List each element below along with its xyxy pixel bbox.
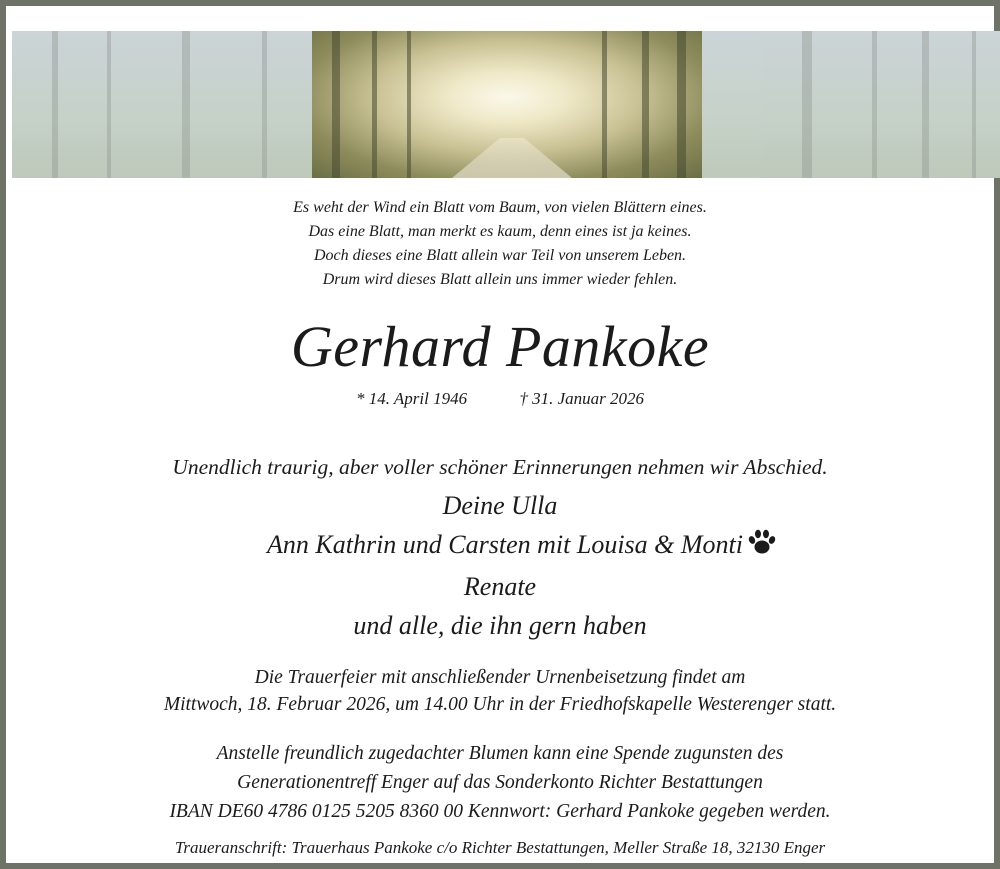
donation-line: Anstelle freundlich zugedachter Blumen kann eine Spende zugunsten des: [216, 743, 784, 764]
birth-date: * 14. April 1946: [355, 389, 468, 408]
service-line: Mittwoch, 18. Februar 2026, um 14.00 Uhr in der Friedhofskapelle Westerenger statt.: [163, 694, 837, 715]
family-line: Ann Kathrin und Carsten mit Louisa & Monti: [0, 525, 1000, 567]
poem-line: Es weht der Wind ein Blatt vom Baum, von vielen Blättern eines.: [293, 199, 707, 216]
donation-line: Generationentreff Enger auf das Sonderkonto Richter Bestattungen: [237, 772, 763, 793]
poem-line: Das eine Blatt, man merkt es kaum, denn eines ist ja keines.: [308, 223, 692, 240]
death-date: † 31. Januar 2026: [519, 389, 645, 408]
donation-line: IBAN DE60 4786 0125 5205 8360 00 Kennwort: Gerhard Pankoke gegeben werden.: [169, 801, 831, 822]
deceased-name: Gerhard Pankoke: [290, 314, 710, 379]
poem-line: Doch dieses eine Blatt allein war Teil von unserem Leben.: [313, 247, 687, 264]
service-line: Die Trauerfeier mit anschließender Urnenbeisetzung findet am: [254, 667, 746, 688]
banner-center-panel: [312, 31, 702, 178]
paw-print-icon: [747, 528, 777, 567]
family-line: und alle, die ihn gern haben: [353, 610, 647, 640]
family-list: [0, 486, 1000, 645]
family-line: Renate: [463, 571, 537, 601]
life-dates: [0, 389, 1000, 409]
banner-left-panel: [12, 31, 312, 178]
poem-line: Drum wird dieses Blatt allein uns immer wieder fehlen.: [322, 271, 678, 288]
donation-info: [0, 739, 1000, 826]
forest-banner-image: [12, 31, 1000, 178]
mourning-line: Unendlich traurig, aber voller schöner Erinnerungen nehmen wir Abschied.: [172, 455, 828, 479]
funeral-service-info: [0, 664, 1000, 718]
mourning-address: Traueranschrift: Trauerhaus Pankoke c/o Richter Bestattungen, Meller Straße 18, 32130 Enger: [174, 838, 826, 857]
poem: [0, 196, 1000, 292]
family-line: Deine Ulla: [442, 491, 558, 520]
banner-right-panel: [702, 31, 1000, 178]
